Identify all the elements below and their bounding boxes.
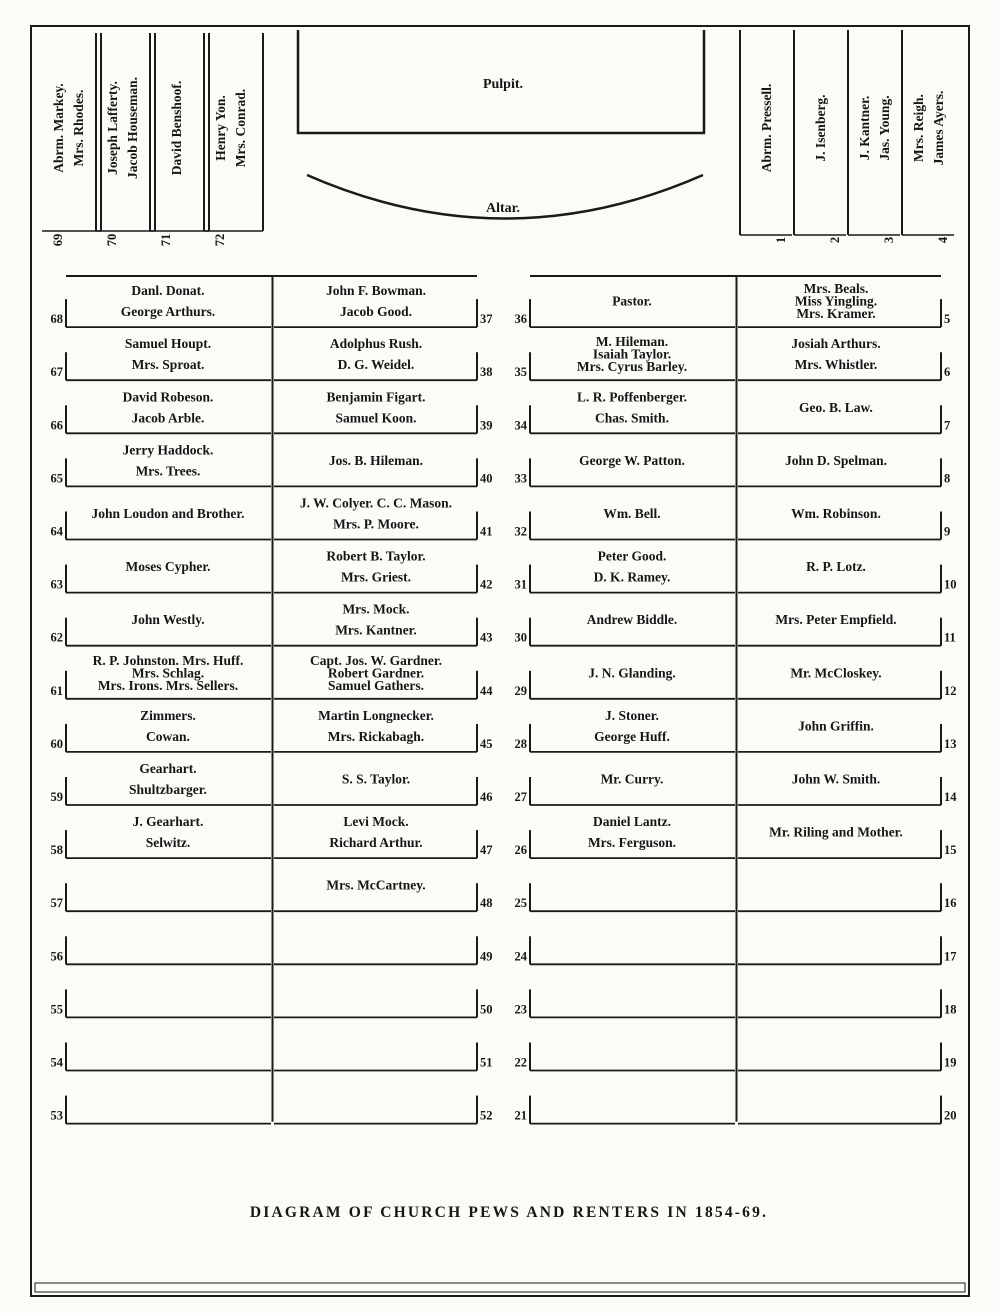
renter-name: Jas. Young.	[877, 95, 892, 161]
renter-name: Mrs. Ferguson.	[587, 835, 677, 851]
renter-name: Wm. Robinson.	[791, 505, 881, 521]
renter-name: Mr. Curry.	[600, 771, 664, 787]
pew-number: 19	[944, 1055, 957, 1070]
pew-number: 4	[936, 236, 950, 244]
renter-name: Henry Yon.	[213, 95, 228, 161]
pew-number: 55	[50, 1002, 63, 1017]
renter-name: Jos. B. Hileman.	[328, 452, 424, 468]
pew-number: 8	[944, 471, 951, 486]
pew-number: 48	[480, 896, 493, 911]
renter-name: Daniel Lantz.	[592, 814, 672, 830]
pew-number: 24	[514, 949, 527, 964]
pew-number: 9	[944, 524, 951, 539]
renter-name: Martin Longnecker.	[318, 707, 434, 723]
pew-number: 29	[514, 683, 527, 698]
side-pew-1	[740, 30, 792, 243]
renter-name: Miss Yingling.	[794, 293, 878, 309]
pew-number: 51	[480, 1055, 493, 1070]
pew-17	[738, 936, 957, 964]
renter-name: James Ayers.	[931, 90, 946, 166]
pew-10	[738, 559, 957, 593]
pew-number: 63	[50, 577, 63, 592]
pew-31	[515, 549, 736, 593]
pew-28	[515, 708, 736, 752]
renter-name: D. G. Weidel.	[337, 357, 415, 373]
pew-62	[51, 612, 272, 646]
renter-name: Levi Mock.	[343, 814, 409, 830]
pew-16	[738, 883, 957, 911]
pew-number: 14	[944, 790, 957, 804]
pew-number: 2	[828, 236, 842, 244]
renter-name: John D. Spelman.	[784, 452, 888, 468]
pew-number: 58	[50, 843, 63, 858]
renter-name: Peter Good.	[597, 548, 667, 564]
pew-number: 53	[50, 1108, 63, 1123]
renter-name: J. Kantner.	[857, 95, 872, 161]
pew-43	[274, 602, 493, 646]
renter-name: Samuel Gathers.	[328, 677, 424, 693]
pew-number: 65	[50, 471, 63, 486]
renter-name: George Huff.	[594, 728, 670, 744]
side-pew-3	[848, 30, 900, 243]
pew-number: 22	[514, 1055, 527, 1070]
renter-name: Mr. Riling and Mother.	[769, 824, 903, 840]
pew-48	[274, 878, 493, 912]
renter-name: Adolphus Rush.	[329, 336, 423, 352]
pew-number: 39	[480, 418, 493, 433]
renter-name: J. W. Colyer. C. C. Mason.	[299, 495, 453, 511]
pew-63	[51, 559, 272, 593]
pew-number: 37	[480, 312, 493, 327]
pew-42	[274, 549, 493, 593]
pew-55	[51, 989, 272, 1017]
renter-name: Mrs. Reigh.	[911, 94, 926, 162]
pew-number: 10	[944, 577, 957, 592]
renter-name: Jacob Houseman.	[125, 76, 140, 180]
renter-name: L. R. Poffenberger.	[576, 389, 688, 405]
renter-name: Mrs. Conrad.	[233, 88, 248, 168]
pew-number: 17	[944, 949, 957, 964]
pew-66	[51, 389, 272, 433]
pew-22	[515, 1043, 736, 1071]
renter-name: Mr. McCloskey.	[790, 665, 882, 681]
renter-name: John Griffin.	[798, 718, 874, 734]
side-pew-4	[902, 30, 954, 243]
pew-number: 49	[480, 949, 493, 964]
renter-name: John F. Bowman.	[325, 283, 427, 299]
pew-5	[738, 281, 950, 327]
renter-name: Danl. Donat.	[131, 283, 205, 299]
pew-36	[515, 294, 736, 328]
pew-number: 3	[882, 236, 896, 244]
pew-25	[515, 883, 736, 911]
renter-name: Andrew Biddle.	[586, 612, 678, 628]
pew-46	[274, 771, 493, 805]
renter-name: George W. Patton.	[579, 452, 685, 468]
side-pew-71	[150, 33, 209, 246]
renter-name: Mrs. Whistler.	[794, 357, 878, 373]
renter-name: Chas. Smith.	[595, 410, 669, 426]
pew-33	[515, 453, 736, 487]
pew-11	[738, 612, 956, 646]
pew-14	[738, 771, 957, 805]
pew-number: 43	[480, 630, 493, 645]
pew-6	[738, 336, 950, 380]
pew-number: 38	[480, 365, 493, 380]
renter-name: Mrs. McCartney.	[326, 877, 426, 893]
pew-9	[738, 506, 950, 540]
pew-number: 69	[51, 233, 65, 247]
pew-45	[274, 708, 493, 752]
pew-number: 34	[514, 418, 527, 433]
pew-number: 21	[514, 1108, 527, 1123]
pew-67	[51, 336, 272, 380]
renter-name: David Benshoof.	[169, 80, 184, 176]
pew-50	[274, 989, 493, 1017]
pew-34	[515, 389, 736, 433]
renter-name: Josiah Arthurs.	[791, 336, 881, 352]
pew-15	[738, 825, 957, 859]
renter-name: Robert Gardner.	[327, 665, 425, 681]
pew-51	[274, 1043, 493, 1071]
pew-7	[738, 400, 950, 434]
pew-38	[274, 336, 493, 380]
pew-number: 46	[480, 790, 493, 804]
pew-24	[515, 936, 736, 964]
pew-29	[515, 665, 736, 699]
pew-number: 66	[50, 418, 63, 433]
pew-number: 50	[480, 1002, 493, 1017]
renter-name: Capt. Jos. W. Gardner.	[310, 652, 442, 668]
diagram-title: DIAGRAM OF CHURCH PEWS AND RENTERS IN 1854-69.	[249, 1204, 769, 1221]
pew-65	[51, 442, 272, 486]
side-pew-69	[42, 33, 101, 246]
altar-label: Altar.	[485, 201, 521, 216]
renter-name: Zimmers.	[140, 707, 196, 723]
renter-name: Moses Cypher.	[125, 559, 211, 575]
pew-number: 36	[514, 312, 527, 327]
renter-name: Gearhart.	[139, 760, 197, 776]
pew-44	[274, 653, 493, 699]
renter-name: Mrs. Schlag.	[131, 665, 205, 681]
pew-number: 60	[50, 736, 63, 751]
pew-number: 20	[944, 1108, 957, 1123]
pew-number: 40	[480, 471, 493, 486]
pew-52	[274, 1096, 493, 1124]
pew-68	[51, 283, 272, 327]
pew-number: 1	[774, 236, 788, 244]
renter-name: Mrs. Rickabagh.	[327, 728, 425, 744]
pew-number: 13	[944, 736, 957, 751]
pew-61	[51, 653, 272, 699]
renter-name: Mrs. Sproat.	[131, 357, 205, 373]
pew-number: 54	[50, 1055, 63, 1070]
pew-19	[738, 1043, 957, 1071]
renter-name: Mrs. Kantner.	[335, 622, 417, 638]
renter-name: Mrs. Beals.	[803, 281, 869, 297]
pew-number: 23	[514, 1002, 527, 1017]
pew-number: 35	[514, 365, 527, 380]
pew-53	[51, 1096, 272, 1124]
pew-number: 72	[213, 233, 227, 247]
pew-number: 18	[944, 1002, 957, 1017]
pew-41	[274, 495, 493, 539]
renter-name: Mrs. Cyrus Barley.	[576, 359, 688, 375]
pulpit-label: Pulpit.	[482, 77, 524, 92]
inner-border	[35, 1283, 965, 1292]
pew-57	[51, 883, 272, 911]
renter-name: Geo. B. Law.	[799, 399, 873, 415]
renter-name: D. K. Ramey.	[593, 569, 671, 585]
pew-number: 12	[944, 683, 957, 698]
renter-name: Mrs. Rhodes.	[71, 89, 86, 167]
pew-number: 30	[514, 630, 527, 645]
pew-12	[738, 665, 957, 699]
pew-number: 5	[944, 312, 951, 327]
pew-39	[274, 389, 493, 433]
renter-name: Jacob Good.	[339, 304, 413, 320]
renter-name: Wm. Bell.	[603, 505, 661, 521]
renter-name: Richard Arthur.	[329, 835, 423, 851]
pew-number: 47	[480, 843, 493, 858]
pew-18	[738, 989, 957, 1017]
pew-21	[515, 1096, 736, 1124]
renter-name: Cowan.	[146, 728, 190, 744]
renter-name: J. Stoner.	[605, 707, 659, 723]
pew-58	[51, 814, 272, 858]
renter-name: R. P. Johnston. Mrs. Huff.	[92, 652, 244, 668]
renter-name: Mrs. Mock.	[342, 601, 410, 617]
renter-name: Shultzbarger.	[129, 781, 207, 797]
renter-name: Jerry Haddock.	[122, 442, 214, 458]
renter-name: John Westly.	[131, 612, 205, 628]
pew-49	[274, 936, 493, 964]
renter-name: Robert B. Taylor.	[326, 548, 426, 564]
pew-number: 64	[50, 524, 63, 539]
renter-name: David Robeson.	[122, 389, 214, 405]
pew-number: 42	[480, 577, 493, 592]
pew-number: 26	[514, 843, 527, 858]
renter-name: Mrs. Kramer.	[796, 306, 876, 322]
renter-name: M. Hileman.	[595, 334, 669, 350]
pew-54	[51, 1043, 272, 1071]
renter-name: J. Gearhart.	[132, 814, 204, 830]
renter-name: J. N. Glanding.	[588, 665, 676, 681]
pew-number: 62	[50, 630, 63, 645]
pew-number: 32	[514, 524, 527, 539]
side-pew-72	[204, 33, 263, 246]
pew-20	[738, 1096, 957, 1124]
pew-23	[515, 989, 736, 1017]
pew-number: 15	[944, 843, 957, 858]
renter-name: J. Isenberg.	[813, 94, 828, 162]
pew-number: 57	[50, 896, 63, 911]
pew-number: 25	[514, 896, 527, 911]
renter-name: John Loudon and Brother.	[91, 505, 245, 521]
renter-name: Joseph Lafferty.	[105, 81, 120, 175]
pew-35	[515, 334, 736, 380]
renter-name: Isaiah Taylor.	[592, 346, 672, 362]
renter-name: John W. Smith.	[791, 771, 881, 787]
pew-13	[738, 718, 957, 752]
pew-number: 61	[50, 683, 63, 698]
pew-40	[274, 453, 493, 487]
pew-number: 45	[480, 736, 493, 751]
pew-30	[515, 612, 736, 646]
pew-64	[51, 506, 272, 540]
renter-name: Benjamin Figart.	[326, 389, 426, 405]
pew-number: 71	[159, 233, 173, 247]
renter-name: S. S. Taylor.	[341, 771, 411, 787]
renter-name: Abrm. Markey.	[51, 83, 66, 173]
pew-number: 52	[480, 1108, 493, 1123]
renter-name: George Arthurs.	[120, 304, 216, 320]
renter-name: Pastor.	[612, 293, 652, 309]
pew-47	[274, 814, 493, 858]
renter-name: Selwitz.	[145, 835, 191, 851]
main-pews	[51, 276, 958, 1124]
renter-name: Mrs. Trees.	[135, 463, 201, 479]
pew-number: 16	[944, 896, 957, 911]
pew-number: 44	[480, 683, 493, 698]
pew-number: 59	[50, 790, 63, 804]
renter-name: Jacob Arble.	[131, 410, 205, 426]
renter-name: Samuel Houpt.	[124, 336, 212, 352]
pew-number: 7	[944, 418, 951, 433]
pew-26	[515, 814, 736, 858]
side-pew-2	[794, 30, 846, 243]
side-pew-70	[96, 33, 155, 246]
pew-60	[51, 708, 272, 752]
pew-32	[515, 506, 736, 540]
pew-number: 33	[514, 471, 527, 486]
renter-name: Abrm. Pressell.	[759, 83, 774, 173]
pew-8	[738, 453, 950, 487]
renter-name: Mrs. P. Moore.	[333, 516, 419, 532]
pew-number: 11	[944, 630, 956, 645]
pew-56	[51, 936, 272, 964]
renter-name: Mrs. Irons. Mrs. Sellers.	[97, 677, 239, 693]
pew-number: 27	[514, 790, 527, 804]
renter-name: Mrs. Griest.	[340, 569, 412, 585]
renter-name: R. P. Lotz.	[806, 559, 866, 575]
pew-number: 6	[944, 365, 951, 380]
pew-37	[274, 283, 493, 327]
renter-name: Mrs. Peter Empfield.	[775, 612, 897, 628]
pew-number: 41	[480, 524, 493, 539]
pew-number: 68	[50, 312, 63, 327]
pew-number: 28	[514, 736, 527, 751]
pew-number: 67	[50, 365, 63, 380]
pew-59	[51, 761, 272, 805]
pew-number: 31	[514, 577, 527, 592]
pew-number: 56	[50, 949, 63, 964]
renter-name: Samuel Koon.	[335, 410, 417, 426]
pew-number: 70	[105, 233, 119, 247]
pew-27	[515, 771, 736, 805]
